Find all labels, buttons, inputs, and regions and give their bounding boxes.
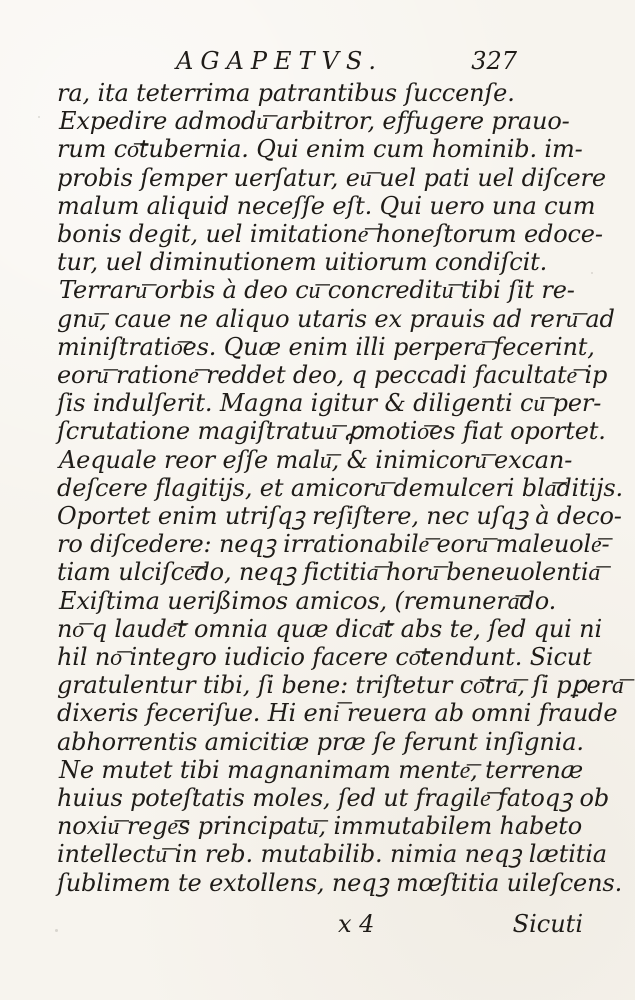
text-line: huius poteſtatis moles, ſed ut fragile͞ fatoqꝫ ob (57, 784, 610, 813)
text-line: eoru͞ ratione͞ reddet deo, q peccadi facultate͞ ip (57, 361, 608, 390)
catchword: Sicuti (512, 910, 583, 938)
text-line: ro diſcedere: neqꝫ irrationabile͞ eoru͞ maleuole͞- (57, 530, 610, 559)
text-line: noxiu͞ rege͞s principatu͞, immutabilem habeto (57, 812, 583, 841)
text-line: gnu͞, caue ne aliquo utaris ex prauis ad reru͞ ad (57, 304, 615, 333)
text-line: deſcere flagitijs, et amicoru͞ demulceri bla͞ditijs. (57, 473, 624, 502)
text-line: Terraru͞ orbis à deo cu͞ concreditu͞ tibi ſit re- (59, 276, 575, 305)
text-line: bonis degit, uel imitatione͞ honeſtorum edoce- (57, 220, 603, 249)
paper-speck (591, 272, 593, 274)
text-line: tiam ulciſce͞do, neqꝫ fictitia͞ horu͞ beneuolentia͞ (57, 558, 601, 587)
text-line: rum co͞tubernia. Qui enim cum hominib. im- (57, 135, 583, 164)
text-line: miniſtratio͞es. Quæ enim illi perpera͞ fecerint, (57, 332, 595, 361)
text-line: Expedire admodu͞ arbitror, effugere prauo- (59, 107, 570, 136)
paper-speck (575, 850, 577, 852)
text-line: Ne mutet tibi magnanimam mente͞, terrenæ (59, 755, 584, 784)
text-line: ſcrutatione magiſtratuu͞ ꝓmotio͞es fiat oportet. (57, 417, 606, 446)
text-line: abhorrentis amicitiæ præ ſe ferunt inſignia. (57, 727, 584, 756)
signature-mark: x 4 (338, 910, 375, 938)
page-number: 327 (471, 47, 517, 75)
text-line: ſublimem te extollens, neqꝫ mœſtitia uileſcens. (57, 868, 623, 897)
text-line: intellectu͞ in reb. mutabilib. nimia neqꝫ lætitia (57, 840, 607, 869)
text-line: Oportet enim utriſqꝫ reſiſtere, nec uſqꝫ à deco- (57, 502, 622, 531)
text-line: probis ſemper uerſatur, eu͞ uel pati uel diſcere (57, 163, 606, 192)
text-line: dixeris feceriſue. Hi eni͞ reuera ab omni fraude (57, 699, 618, 728)
running-title: AGAPETVS. (176, 47, 384, 75)
text-line: gratulentur tibi, ſi bene: triſtetur co͞tra͞, ſi pꝑera͞ (57, 671, 624, 700)
main-text-block (57, 79, 624, 897)
text-line: malum aliquid neceſſe eſt. Qui uero una cum (57, 191, 596, 220)
text-line: tur, uel diminutionem uitiorum condiſcit. (57, 248, 548, 277)
paper-speck (38, 116, 40, 118)
text-line: Exiſtima uerißimos amicos, (remunera͞do. (59, 586, 557, 615)
text-line: ſis indulſerit. Magna igitur & diligenti cu͞ per- (57, 389, 602, 418)
paper-speck (55, 929, 58, 932)
text-line: no͞ q laude͞t omnia quæ dica͞t abs te, ſed qui ni (57, 614, 603, 643)
text-line: Aequale reor eſſe malu͞, & inimicoru͞ excan- (59, 445, 573, 474)
text-line: ra, ita teterrima patrantibus ſuccenſe. (57, 79, 515, 107)
page-footer (0, 910, 635, 950)
text-line: hil no͞ integro iudicio facere co͞tendunt. Sicut (57, 643, 592, 672)
page-header (0, 47, 635, 77)
